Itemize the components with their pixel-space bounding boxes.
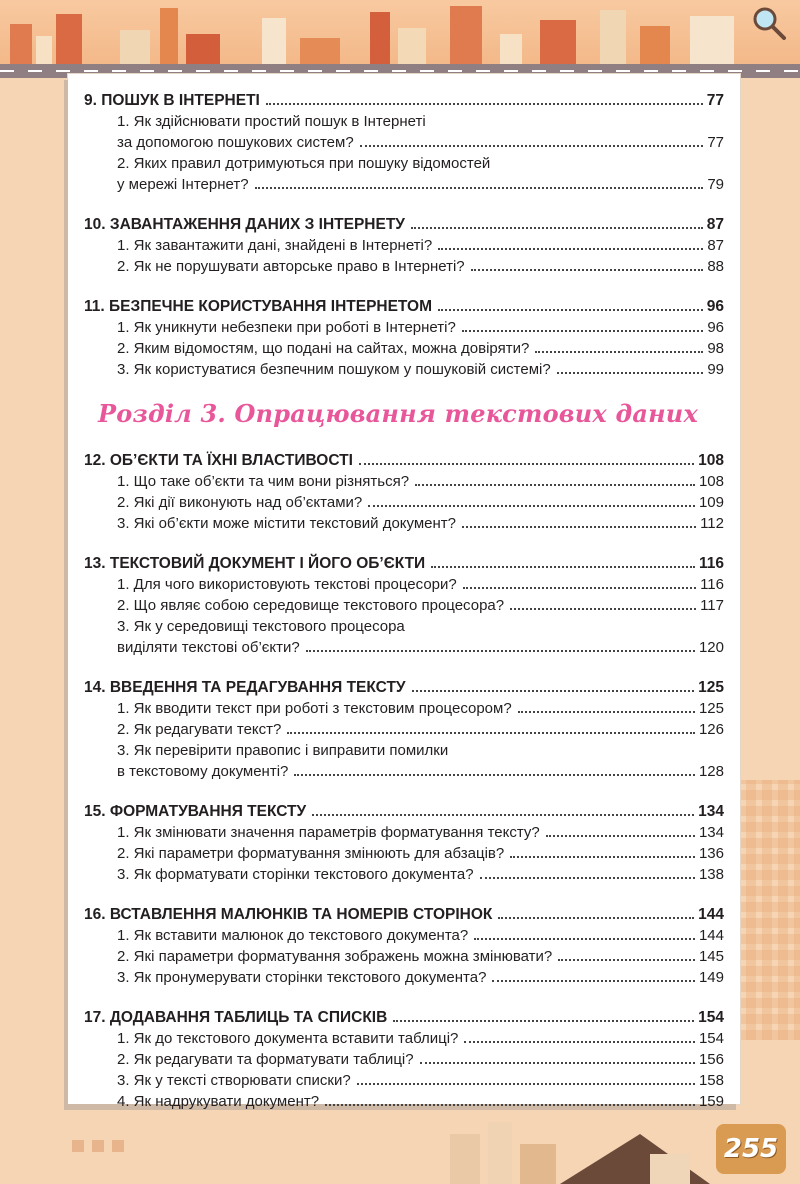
toc-item-text: 3. Як пронумерувати сторінки текстового документа? — [117, 969, 487, 986]
section-heading — [84, 904, 724, 925]
dot-leader — [266, 103, 703, 105]
toc-section — [84, 677, 724, 782]
dot-leader — [438, 248, 703, 250]
toc-item-page: 158 — [698, 1072, 724, 1089]
toc-item-page: 125 — [698, 700, 724, 717]
toc-item-page: 79 — [707, 176, 724, 193]
section-heading-text: 9. ПОШУК В ІНТЕРНЕТІ — [84, 92, 260, 109]
page-number: 255 — [723, 1134, 779, 1164]
section-heading-text: 12. ОБ’ЄКТИ ТА ЇХНІ ВЛАСТИВОСТІ — [84, 452, 353, 469]
toc-item-text: 2. Які параметри форматування змінюють для абзаців? — [117, 845, 505, 862]
toc-item-text: 1. Як вводити текст при роботі з текстовим процесором? — [117, 700, 512, 717]
toc-item — [84, 574, 724, 595]
section-heading-page: 125 — [698, 679, 724, 696]
toc-item-text: 1. Як до текстового документа вставити таблиці? — [117, 1030, 459, 1047]
toc-item — [84, 492, 724, 513]
page-number-badge — [716, 1124, 786, 1174]
toc-item-page: 159 — [698, 1093, 724, 1110]
toc-item-page: 126 — [698, 721, 724, 738]
toc-item-line: 2. Яких правил дотримуються при пошуку відомостей — [117, 155, 491, 172]
toc-section — [84, 214, 724, 277]
table-of-contents — [84, 90, 724, 1131]
toc-sections-bottom — [84, 450, 724, 1112]
toc-item-text: 2. Що являє собою середовище текстового процесора? — [117, 597, 505, 614]
toc-item-page: 138 — [698, 866, 724, 883]
toc-item-text: 2. Які параметри форматування зображень можна змінювати? — [117, 948, 553, 965]
dot-leader — [510, 608, 696, 610]
dot-leader — [463, 587, 696, 589]
section-heading-page: 96 — [706, 298, 724, 315]
decorative-squares — [72, 1140, 124, 1152]
toc-item-text: 3. Як форматувати сторінки текстового документа? — [117, 866, 474, 883]
dot-leader — [518, 711, 695, 713]
toc-item-text: 2. Як редагувати та форматувати таблиці? — [117, 1051, 414, 1068]
toc-item — [84, 1049, 724, 1070]
toc-item — [84, 174, 724, 195]
toc-item — [84, 822, 724, 843]
dot-leader — [464, 1041, 695, 1043]
toc-item-text: 1. Як завантажити дані, знайдені в Інтернеті? — [117, 237, 433, 254]
toc-item-text: 2. Як редагувати текст? — [117, 721, 282, 738]
dot-leader — [287, 732, 695, 734]
toc-item-text: 1. Як змінювати значення параметрів форматування тексту? — [117, 824, 540, 841]
toc-item — [84, 761, 724, 782]
dot-leader — [255, 187, 704, 189]
toc-item — [84, 864, 724, 885]
toc-sections-top — [84, 90, 724, 380]
section-heading — [84, 450, 724, 471]
toc-item-page: 88 — [707, 258, 724, 275]
toc-item-page: 156 — [698, 1051, 724, 1068]
toc-item-page: 144 — [698, 927, 724, 944]
section-heading-text: 16. ВСТАВЛЕННЯ МАЛЮНКІВ ТА НОМЕРІВ СТОРІНОК — [84, 906, 493, 923]
toc-item — [84, 338, 724, 359]
section-heading-text: 11. БЕЗПЕЧНЕ КОРИСТУВАННЯ ІНТЕРНЕТОМ — [84, 298, 432, 315]
toc-item-page: 109 — [698, 494, 724, 511]
dot-leader — [357, 1083, 695, 1085]
toc-item-line: 3. Як у середовищі текстового процесора — [117, 618, 405, 635]
toc-item-page: 98 — [707, 340, 724, 357]
toc-item-page: 134 — [698, 824, 724, 841]
toc-item — [84, 359, 724, 380]
toc-item-page: 117 — [700, 597, 724, 614]
toc-item-line: 1. Як здійснювати простий пошук в Інтернеті — [117, 113, 426, 130]
toc-item — [84, 513, 724, 534]
toc-section — [84, 553, 724, 658]
dot-leader — [420, 1062, 695, 1064]
section-heading — [84, 214, 724, 235]
section-heading — [84, 296, 724, 317]
toc-item — [84, 967, 724, 988]
dot-leader — [535, 351, 703, 353]
toc-item-text: в текстовому документі? — [117, 763, 289, 780]
toc-item-page: 120 — [698, 639, 724, 656]
magnifier-icon — [752, 6, 786, 40]
toc-item — [84, 698, 724, 719]
section-heading-text: 14. ВВЕДЕННЯ ТА РЕДАГУВАННЯ ТЕКСТУ — [84, 679, 406, 696]
toc-item-text: 1. Для чого використовують текстові процесори? — [117, 576, 457, 593]
toc-item-text: 3. Як у тексті створювати списки? — [117, 1072, 351, 1089]
toc-item-text: 2. Як не порушувати авторське право в Інтернеті? — [117, 258, 465, 275]
toc-section — [84, 296, 724, 380]
toc-item-text: 4. Як надрукувати документ? — [117, 1093, 320, 1110]
dot-leader — [558, 959, 695, 961]
toc-item — [84, 256, 724, 277]
toc-item-text: 3. Які об’єкти може містити текстовий документ? — [117, 515, 457, 532]
city-banner — [0, 0, 800, 78]
section-heading-text: 17. ДОДАВАННЯ ТАБЛИЦЬ ТА СПИСКІВ — [84, 1009, 388, 1026]
toc-item — [84, 946, 724, 967]
section-heading — [84, 90, 724, 111]
dot-leader — [306, 650, 695, 652]
section-heading-text: 15. ФОРМАТУВАННЯ ТЕКСТУ — [84, 803, 307, 820]
section-heading-page: 116 — [698, 555, 724, 572]
toc-item-page: 87 — [707, 237, 724, 254]
toc-item — [84, 1028, 724, 1049]
toc-item — [84, 637, 724, 658]
dot-leader — [412, 690, 695, 692]
section-heading-page: 144 — [698, 906, 724, 923]
toc-item-page: 108 — [698, 473, 724, 490]
toc-item — [84, 1070, 724, 1091]
section-heading-page: 77 — [706, 92, 724, 109]
toc-item — [84, 843, 724, 864]
section-heading — [84, 677, 724, 698]
dot-leader — [438, 309, 703, 311]
toc-item-page: 154 — [698, 1030, 724, 1047]
toc-item — [84, 595, 724, 616]
dot-leader — [492, 980, 695, 982]
toc-item-page: 149 — [698, 969, 724, 986]
dot-leader — [462, 526, 696, 528]
toc-section — [84, 1007, 724, 1112]
dot-leader — [359, 463, 694, 465]
toc-item-text: 2. Які дії виконують над об’єктами? — [117, 494, 363, 511]
toc-section — [84, 904, 724, 988]
dot-leader — [368, 505, 695, 507]
toc-item-text: у мережі Інтернет? — [117, 176, 249, 193]
dot-leader — [462, 330, 703, 332]
section-heading-text: 13. ТЕКСТОВИЙ ДОКУМЕНТ І ЙОГО ОБ’ЄКТИ — [84, 555, 426, 572]
dot-leader — [294, 774, 695, 776]
section-heading — [84, 1007, 724, 1028]
dot-leader — [498, 917, 694, 919]
dot-leader — [360, 145, 704, 147]
dot-leader — [471, 269, 704, 271]
toc-item-page: 99 — [707, 361, 724, 378]
decorative-grid — [730, 780, 800, 1040]
toc-item-page: 77 — [707, 134, 724, 151]
section-heading-page: 154 — [698, 1009, 724, 1026]
toc-item — [84, 317, 724, 338]
section-heading-page: 87 — [706, 216, 724, 233]
toc-item-text: за допомогою пошукових систем? — [117, 134, 354, 151]
toc-section — [84, 801, 724, 885]
toc-item-page: 112 — [700, 515, 724, 532]
section-heading-page: 108 — [698, 452, 724, 469]
toc-item-text: 1. Що таке об’єкти та чим вони різняться? — [117, 473, 410, 490]
dot-leader — [546, 835, 695, 837]
toc-item — [84, 925, 724, 946]
dot-leader — [431, 566, 695, 568]
dot-leader — [411, 227, 703, 229]
toc-item-page: 136 — [698, 845, 724, 862]
dot-leader — [415, 484, 695, 486]
toc-item-text: 3. Як користуватися безпечним пошуком у пошуковій системі? — [117, 361, 551, 378]
toc-item — [84, 719, 724, 740]
toc-item-text: 1. Як уникнути небезпеки при роботі в Інтернеті? — [117, 319, 456, 336]
section-heading — [84, 553, 724, 574]
chapter-title: Розділ 3. Опрацювання текстових даних — [98, 399, 698, 428]
section-heading-page: 134 — [698, 803, 724, 820]
toc-item — [84, 235, 724, 256]
dot-leader — [510, 856, 695, 858]
toc-section — [84, 450, 724, 534]
toc-section — [84, 90, 724, 195]
dot-leader — [474, 938, 695, 940]
toc-item-page: 145 — [698, 948, 724, 965]
section-heading — [84, 801, 724, 822]
toc-item — [84, 471, 724, 492]
toc-item-text: виділяти текстові об’єкти? — [117, 639, 300, 656]
toc-item-page: 116 — [700, 576, 724, 593]
dot-leader — [393, 1020, 694, 1022]
dot-leader — [557, 372, 704, 374]
toc-item — [84, 132, 724, 153]
toc-item-line: 3. Як перевірити правопис і виправити помилки — [117, 742, 449, 759]
toc-item-text: 2. Яким відомостям, що подані на сайтах, можна довіряти? — [117, 340, 530, 357]
bottom-city-illustration — [440, 1104, 710, 1184]
toc-item-page: 128 — [698, 763, 724, 780]
toc-item-text: 1. Як вставити малюнок до текстового документа? — [117, 927, 469, 944]
dot-leader — [480, 877, 695, 879]
dot-leader — [312, 814, 694, 816]
toc-item-page: 96 — [707, 319, 724, 336]
section-heading-text: 10. ЗАВАНТАЖЕННЯ ДАНИХ З ІНТЕРНЕТУ — [84, 216, 405, 233]
